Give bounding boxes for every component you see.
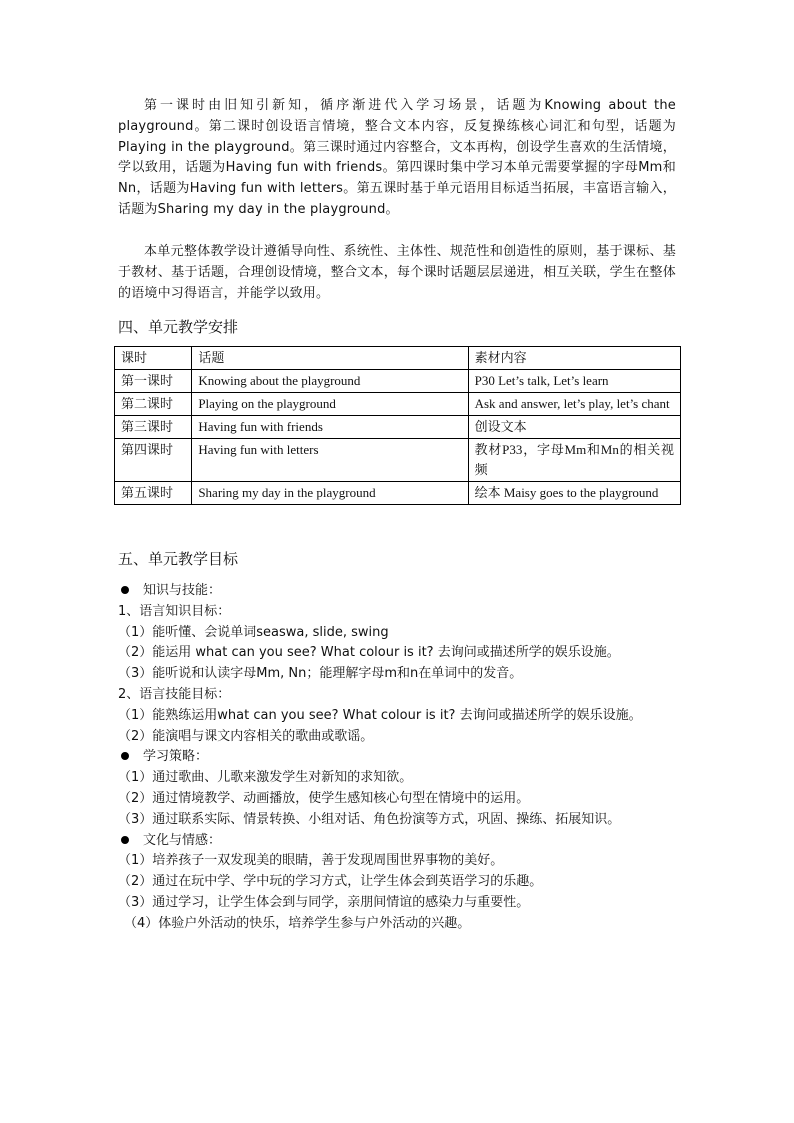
lesson-table [114, 346, 681, 505]
goal-item: （2）能运用 what can you see? What colour is it? 去询问或描述所学的娱乐设施。 [118, 645, 620, 661]
table-header-cell: 课时 [115, 347, 192, 370]
goals-list [118, 581, 680, 935]
goal-item: （3）能听说和认读字母Mm, Nn；能理解字母m和n在单词中的发音。 [118, 666, 523, 682]
goal-item: （2）通过在玩中学、学中玩的学习方式，让学生体会到英语学习的乐趣。 [118, 874, 543, 890]
goal-item: （1）能听懂、会说单词seaswa, slide, swing [118, 624, 389, 640]
table-cell-material: 创设文本 [468, 416, 680, 439]
table-header-row [115, 347, 681, 370]
table-header-cell: 素材内容 [468, 347, 680, 370]
goal-item: （1）培养孩子一双发现美的眼睛，善于发现周围世界事物的美好。 [118, 853, 504, 869]
goal-category: 知识与技能： [118, 581, 680, 602]
goal-item: （1）能熟练运用what can you see? What colour is it? 去询问或描述所学的娱乐设施。 [118, 707, 642, 723]
table-cell-lesson: 第五课时 [115, 482, 192, 505]
table-header-cell: 话题 [192, 347, 468, 370]
goal-subheading: 1、语言知识目标： [118, 603, 231, 619]
section-heading-teaching-arrangement: 四、单元教学安排 [118, 318, 239, 336]
table-cell-material: Ask and answer, let’s play, let’s chant [468, 393, 680, 416]
bullet-icon [121, 836, 129, 844]
table-cell-lesson: 第四课时 [115, 439, 192, 482]
goal-category: 文化与情感： [118, 831, 680, 852]
goal-item: （2）能演唱与课文内容相关的歌曲或歌谣。 [118, 728, 374, 744]
goal-category: 学习策略： [118, 747, 680, 768]
table-cell-material: 绘本 Maisy goes to the playground [468, 482, 680, 505]
table-cell-material: 教材P33，字母Mm和Mn的相关视频 [468, 439, 680, 482]
table-cell-material: P30 Let’s talk, Let’s learn [468, 370, 680, 393]
table-cell-lesson: 第二课时 [115, 393, 192, 416]
table-cell-lesson: 第一课时 [115, 370, 192, 393]
table-row [115, 439, 681, 482]
goal-item: （3）通过联系实际、情景转换、小组对话、角色扮演等方式，巩固、操练、拓展知识。 [118, 811, 621, 827]
goal-item: （4）体验户外活动的快乐，培养学生参与户外活动的兴趣。 [124, 915, 471, 931]
bullet-icon [121, 752, 129, 760]
section-heading-teaching-goals: 五、单元教学目标 [118, 550, 239, 568]
table-cell-topic: Having fun with friends [192, 416, 468, 439]
goal-item: （2）通过情境教学、动画播放，使学生感知核心句型在情境中的运用。 [118, 790, 530, 806]
table-cell-lesson: 第三课时 [115, 416, 192, 439]
table-row [115, 393, 681, 416]
goal-item: （3）通过学习，让学生体会到与同学，亲朋间情谊的感染力与重要性。 [118, 894, 530, 910]
bullet-icon [121, 586, 129, 594]
intro-paragraph-2: 本单元整体教学设计遵循导向性、系统性、主体性、规范性和创造性的原则，基于课标、基于教材、基于话题，合理创设情境，整合文本，每个课时话题层层递进，相互关联，学生在整体的语境中习得语言，并能学以致用。 [118, 244, 676, 301]
table-row [115, 482, 681, 505]
goal-item: （1）通过歌曲、儿歌来激发学生对新知的求知欲。 [118, 770, 413, 786]
table-row [115, 416, 681, 439]
table-row [115, 370, 681, 393]
table-cell-topic: Knowing about the playground [192, 370, 468, 393]
table-cell-topic: Sharing my day in the playground [192, 482, 468, 505]
intro-paragraph-1: 第一课时由旧知引新知，循序渐进代入学习场景，话题为Knowing about the playground。第二课时创设语言情境，整合文本内容，反复操练核心词汇和句型，话题为Playing in the playground。第三课时通过内容整合，文本再构，创设学生喜欢的生活情境，学以致用，话题为Having fun with friends。第四课时集中学习本单元需要掌握的字母Mm和Nn，话题为Having fun with letters。第五课时基于单元语用目标适当拓展，丰富语言输入，话题为Sharing my day in the playground。 [118, 98, 676, 217]
table-cell-topic: Playing on the playground [192, 393, 468, 416]
goal-subheading: 2、语言技能目标： [118, 686, 231, 702]
table-cell-topic: Having fun with letters [192, 439, 468, 482]
